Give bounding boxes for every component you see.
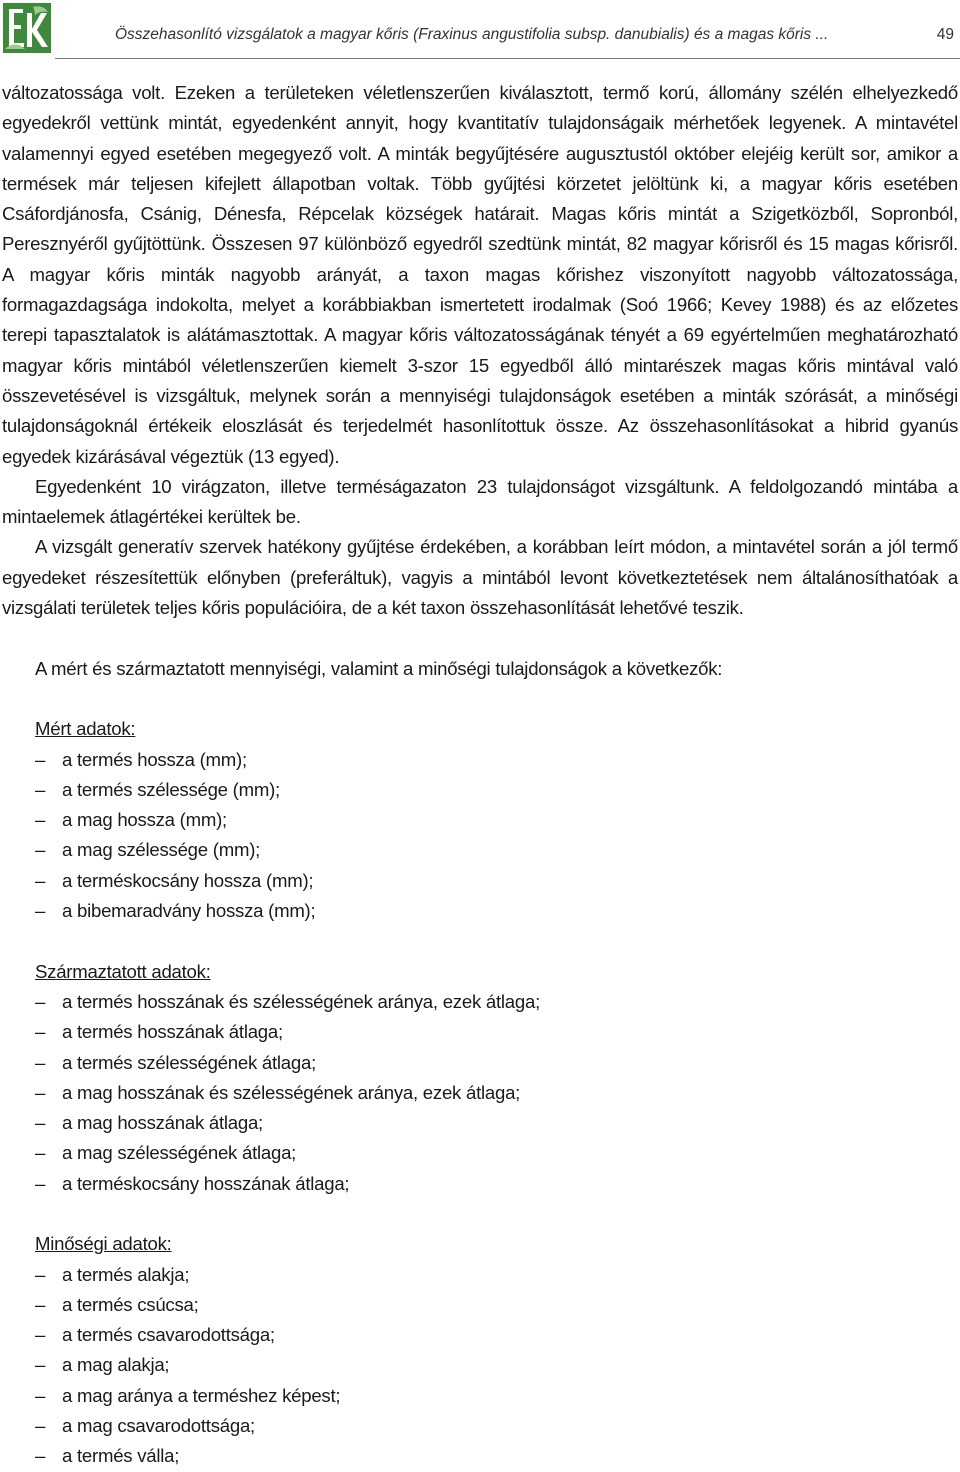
paragraph: A vizsgált generatív szervek hatékony gyűjtése érdekében, a korábban leírt módon, a mintavétel során a jól termő egyedeket részesítettük előnyben (preferáltuk), vagyis a mintából levont következtetések nem általánosíthatóak a vizsgálati területek teljes kőris populációira, de a két taxon összehasonlítását lehetővé teszik.: [2, 536, 958, 619]
list-item: [2, 1078, 958, 1108]
page-number: 49: [936, 26, 954, 43]
list-item-text: a mag alakja;: [62, 1354, 170, 1376]
list-item: [2, 1350, 958, 1380]
list-item: [2, 1411, 958, 1441]
list-item: [2, 1108, 958, 1138]
paragraph: változatossága volt. Ezeken a területeken véletlenszerűen kiválasztott, termő korú, állomány szélén elhelyezkedő egyedekről vettünk mintát, egyedenként annyit, hogy kvantitatív tulajdonságaik mérhetőek legyenek. A mintavétel valamennyi egyed esetében megegyező volt. A minták begyűjtésére augusztustól október elejéig került sor, amikor a termések már teljesen kifejlett állapotban voltak. Több gyűjtési körzetet jelöltünk ki, a magyar kőris esetében Csáfordjánosfa, Csánig, Dénesfa, Répcelak községek határait. Magas kőris mintát a Szigetközből, Sopronból, Peresznyéről gyűjtöttünk. Összesen 97 különböző egyedről szedtünk mintát, 82 magyar kőrisről és 15 magas kőrisről. A magyar kőris minták nagyobb arányát, a taxon magas kőrishez viszonyított nagyobb változatossága, formagazdagsága indokolta, melyet a korábbiakban ismertetett irodalmak (Soó 1966; Kevey 1988) és az előzetes terepi tapasztalatok is alátámasztottak. A magyar kőris változatosságának tényét a 69 egyértelműen meghatározható magyar kőris mintából véletlenszerűen kiemelt 3-szor 15 egyedből álló mintarészek magas kőris mintával való összevetésével is vizsgáltuk, melynek során a mennyiségi tulajdonságok esetében a minták szórását, a minőségi tulajdonságoknál értékeik eloszlását és terjedelmét hasonlítottuk össze. Az összehasonlításokat a hibrid gyanús egyedek kizárásával végeztük (13 egyed).: [2, 82, 958, 467]
section-title-measured: Mért adatok:: [35, 718, 136, 740]
dash-bullet: –: [35, 1415, 46, 1437]
list-item-text: a termés alakja;: [62, 1263, 190, 1285]
list-item: [2, 835, 958, 865]
list-item-text: a mag szélessége (mm);: [62, 839, 261, 861]
dash-bullet: –: [35, 809, 46, 831]
list-item: [2, 1320, 958, 1350]
dash-bullet: –: [35, 778, 46, 800]
list-item-text: a mag csavarodottsága;: [62, 1415, 255, 1437]
derived-list: [2, 987, 958, 1199]
dash-bullet: –: [35, 1051, 46, 1073]
list-item-text: a mag hossza (mm);: [62, 809, 227, 831]
list-item: [2, 1017, 958, 1047]
header-rule: [55, 58, 960, 59]
journal-logo: [3, 3, 51, 53]
dash-bullet: –: [35, 1172, 46, 1194]
list-item-text: a termés hossza (mm);: [62, 748, 247, 770]
dash-bullet: –: [35, 839, 46, 861]
lead-sentence: A mért és származtatott mennyiségi, valamint a minőségi tulajdonságok a következők:: [35, 657, 723, 679]
list-item-text: a mag hosszának átlaga;: [62, 1112, 263, 1134]
list-item-text: a termés csavarodottsága;: [62, 1324, 275, 1346]
list-item: [2, 987, 958, 1017]
list-item: [2, 1138, 958, 1168]
list-item: [2, 1290, 958, 1320]
list-item-text: a termés hosszának átlaga;: [62, 1021, 283, 1043]
list-item-text: a mag szélességének átlaga;: [62, 1142, 297, 1164]
dash-bullet: –: [35, 1354, 46, 1376]
dash-bullet: –: [35, 869, 46, 891]
dash-bullet: –: [35, 1293, 46, 1315]
list-item-text: a bibemaradvány hossza (mm);: [62, 900, 316, 922]
dash-bullet: –: [35, 1263, 46, 1285]
section-title-derived: Származtatott adatok:: [35, 960, 211, 982]
list-item-text: a termés válla;: [62, 1445, 180, 1467]
list-item-text: a termés csúcsa;: [62, 1293, 199, 1315]
dash-bullet: –: [35, 1384, 46, 1406]
list-item: [2, 805, 958, 835]
spacer: [2, 684, 958, 714]
list-item: [2, 1260, 958, 1290]
dash-bullet: –: [35, 748, 46, 770]
list-item-text: a terméskocsány hosszának átlaga;: [62, 1172, 350, 1194]
dash-bullet: –: [35, 1081, 46, 1103]
list-item-text: a mag aránya a terméshez képest;: [62, 1384, 341, 1406]
list-item-text: a mag hosszának és szélességének aránya, ezek átlaga;: [62, 1081, 521, 1103]
list-item-text: a termés hosszának és szélességének aránya, ezek átlaga;: [62, 990, 540, 1012]
page-header: [0, 0, 960, 60]
qualitative-list: [2, 1260, 958, 1472]
list-item-text: a terméskocsány hossza (mm);: [62, 869, 314, 891]
spacer: [2, 926, 958, 956]
dash-bullet: –: [35, 990, 46, 1012]
spacer: [2, 1199, 958, 1229]
dash-bullet: –: [35, 1445, 46, 1467]
body-text: [2, 78, 958, 1472]
list-item: [2, 775, 958, 805]
dash-bullet: –: [35, 900, 46, 922]
paragraph: Egyedenként 10 virágzaton, illetve terméságazaton 23 tulajdonságot vizsgáltunk. A feldolgozandó mintába a mintaelemek átlagértékei kerültek be.: [2, 475, 958, 528]
list-item: [2, 1381, 958, 1411]
dash-bullet: –: [35, 1021, 46, 1043]
list-item: [2, 1048, 958, 1078]
dash-bullet: –: [35, 1324, 46, 1346]
list-item-text: a termés szélességének átlaga;: [62, 1051, 316, 1073]
list-item: [2, 745, 958, 775]
list-item: [2, 866, 958, 896]
dash-bullet: –: [35, 1112, 46, 1134]
list-item: [2, 1169, 958, 1199]
section-title-qualitative: Minőségi adatok:: [35, 1233, 172, 1255]
running-title: Összehasonlító vizsgálatok a magyar kőris (Fraxinus angustifolia subsp. danubialis) és a magas kőris ...: [115, 26, 829, 43]
list-item-text: a termés szélessége (mm);: [62, 778, 280, 800]
list-item: [2, 1441, 958, 1471]
dash-bullet: –: [35, 1142, 46, 1164]
list-item: [2, 896, 958, 926]
measured-list: [2, 745, 958, 927]
spacer: [2, 623, 958, 653]
